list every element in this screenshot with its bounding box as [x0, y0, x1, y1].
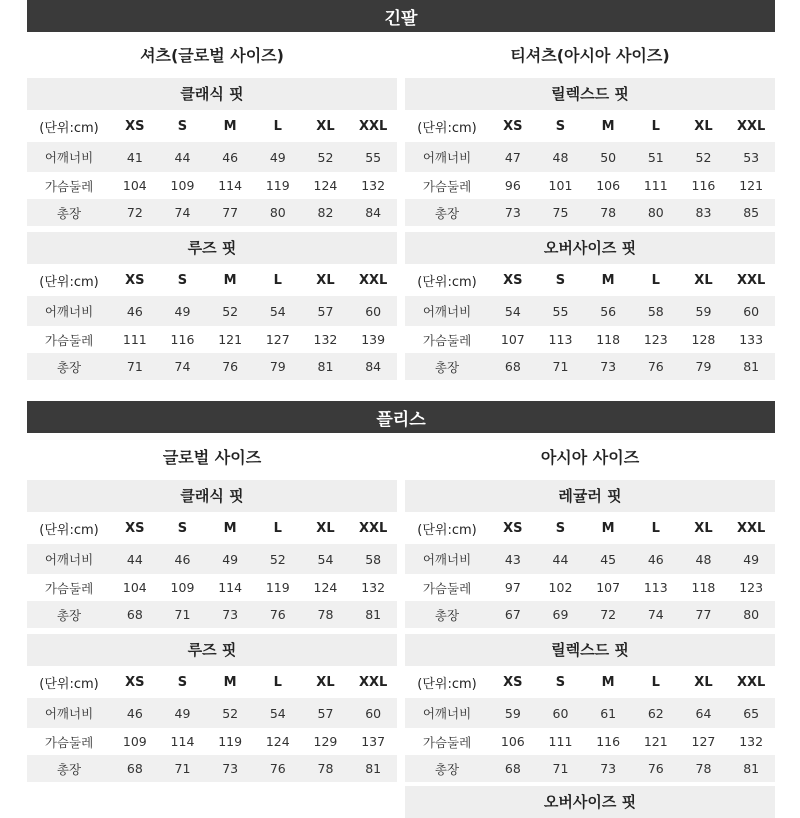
measurement-label: 총장	[27, 353, 111, 380]
measurement-label: 총장	[405, 755, 489, 782]
measurement-value: 46	[111, 296, 159, 326]
size-table	[405, 666, 775, 782]
size-header: L	[651, 674, 660, 690]
fit-title: 클래식 핏	[27, 480, 397, 512]
header-row	[27, 110, 397, 142]
measurement-value: 79	[254, 353, 302, 380]
table-row	[27, 698, 397, 728]
size-header: XS	[503, 520, 523, 536]
table-row	[405, 199, 775, 226]
measurement-value: 52	[302, 142, 350, 172]
measurement-value: 57	[302, 698, 350, 728]
measurement-value: 45	[584, 544, 632, 574]
measurement-value: 132	[349, 574, 397, 601]
measurement-value: 71	[537, 353, 585, 380]
table-row	[405, 172, 775, 199]
size-header: M	[601, 674, 615, 690]
measurement-value: 52	[680, 142, 728, 172]
table-row	[27, 755, 397, 782]
size-table	[27, 666, 397, 782]
measurement-value: 64	[680, 698, 728, 728]
fit-title-partial: 오버사이즈 핏	[405, 786, 775, 818]
size-header: S	[555, 272, 566, 288]
table-row	[27, 353, 397, 380]
measurement-value: 60	[727, 296, 775, 326]
size-header: L	[651, 118, 660, 134]
header-row	[27, 264, 397, 296]
measurement-label: 가슴둘레	[27, 574, 111, 601]
unit-label: (단위:cm)	[39, 676, 99, 692]
size-table	[27, 264, 397, 380]
measurement-value: 116	[680, 172, 728, 199]
measurement-value: 58	[632, 296, 680, 326]
measurement-value: 78	[302, 601, 350, 628]
table-row	[27, 601, 397, 628]
size-header: L	[273, 674, 282, 690]
table-row	[405, 601, 775, 628]
measurement-value: 44	[111, 544, 159, 574]
measurement-value: 77	[206, 199, 254, 226]
measurement-value: 46	[111, 698, 159, 728]
size-header: M	[601, 118, 615, 134]
measurement-value: 101	[537, 172, 585, 199]
measurement-value: 54	[254, 698, 302, 728]
fit-title: 루즈 핏	[27, 232, 397, 264]
column-title-shirts-global: 셔츠(글로벌 사이즈)	[140, 46, 284, 65]
measurement-value: 77	[680, 601, 728, 628]
measurement-value: 132	[349, 172, 397, 199]
size-header: S	[177, 674, 188, 690]
measurement-value: 73	[206, 755, 254, 782]
size-header: L	[273, 118, 282, 134]
measurement-value: 55	[349, 142, 397, 172]
measurement-label: 어깨너비	[27, 544, 111, 574]
measurement-value: 124	[302, 574, 350, 601]
measurement-label: 가슴둘레	[405, 172, 489, 199]
measurement-label: 총장	[405, 353, 489, 380]
size-table	[27, 110, 397, 226]
size-header: XXL	[736, 674, 766, 690]
size-header: L	[651, 272, 660, 288]
measurement-value: 49	[159, 296, 207, 326]
measurement-value: 109	[111, 728, 159, 755]
measurement-value: 76	[254, 601, 302, 628]
size-header: M	[601, 272, 615, 288]
table-row	[27, 199, 397, 226]
measurement-value: 119	[254, 574, 302, 601]
measurement-value: 124	[302, 172, 350, 199]
table-row	[27, 326, 397, 353]
measurement-value: 96	[489, 172, 537, 199]
measurement-value: 54	[302, 544, 350, 574]
measurement-label: 가슴둘레	[405, 728, 489, 755]
measurement-value: 49	[254, 142, 302, 172]
measurement-value: 109	[159, 172, 207, 199]
measurement-value: 114	[206, 172, 254, 199]
measurement-value: 85	[727, 199, 775, 226]
measurement-value: 65	[727, 698, 775, 728]
measurement-label: 가슴둘레	[27, 172, 111, 199]
measurement-value: 73	[584, 353, 632, 380]
measurement-value: 111	[537, 728, 585, 755]
measurement-value: 73	[584, 755, 632, 782]
measurement-value: 78	[584, 199, 632, 226]
size-header: XXL	[358, 272, 388, 288]
measurement-label: 총장	[27, 199, 111, 226]
measurement-value: 49	[159, 698, 207, 728]
measurement-value: 78	[680, 755, 728, 782]
size-table-block	[27, 480, 397, 628]
measurement-value: 116	[584, 728, 632, 755]
measurement-value: 121	[632, 728, 680, 755]
measurement-value: 67	[489, 601, 537, 628]
column-title-asia-size: 아시아 사이즈	[540, 448, 640, 467]
section-title: 플리스	[376, 409, 426, 430]
measurement-value: 69	[537, 601, 585, 628]
size-header: M	[223, 272, 237, 288]
measurement-value: 46	[632, 544, 680, 574]
size-header: XL	[316, 520, 335, 536]
table-row	[27, 728, 397, 755]
section-bar-fleece	[27, 401, 775, 433]
measurement-value: 49	[727, 544, 775, 574]
measurement-value: 57	[302, 296, 350, 326]
measurement-value: 75	[537, 199, 585, 226]
measurement-value: 48	[537, 142, 585, 172]
measurement-label: 총장	[27, 601, 111, 628]
measurement-value: 68	[489, 353, 537, 380]
header-row	[405, 666, 775, 698]
measurement-label: 가슴둘레	[405, 574, 489, 601]
measurement-value: 74	[159, 199, 207, 226]
measurement-value: 44	[159, 142, 207, 172]
measurement-value: 52	[206, 698, 254, 728]
measurement-value: 51	[632, 142, 680, 172]
measurement-label: 총장	[405, 199, 489, 226]
measurement-value: 76	[632, 353, 680, 380]
fit-title: 클래식 핏	[27, 78, 397, 110]
size-header: XXL	[736, 520, 766, 536]
measurement-value: 60	[537, 698, 585, 728]
size-header: XL	[694, 272, 713, 288]
measurement-label: 어깨너비	[405, 698, 489, 728]
measurement-value: 71	[159, 601, 207, 628]
measurement-value: 123	[727, 574, 775, 601]
size-table-block	[405, 232, 775, 380]
unit-label: (단위:cm)	[417, 120, 477, 136]
measurement-value: 60	[349, 296, 397, 326]
table-row	[405, 353, 775, 380]
size-header: S	[177, 118, 188, 134]
measurement-value: 74	[632, 601, 680, 628]
measurement-value: 118	[584, 326, 632, 353]
measurement-value: 81	[349, 755, 397, 782]
measurement-value: 81	[302, 353, 350, 380]
measurement-value: 55	[537, 296, 585, 326]
size-table	[405, 110, 775, 226]
column-title-global-size: 글로벌 사이즈	[162, 448, 262, 467]
measurement-value: 54	[489, 296, 537, 326]
size-header: XS	[125, 272, 145, 288]
measurement-value: 123	[632, 326, 680, 353]
measurement-value: 47	[489, 142, 537, 172]
size-table-block	[27, 232, 397, 380]
size-header: XL	[694, 674, 713, 690]
header-row	[27, 666, 397, 698]
measurement-value: 48	[680, 544, 728, 574]
measurement-value: 119	[254, 172, 302, 199]
fit-title: 오버사이즈 핏	[405, 232, 775, 264]
measurement-value: 82	[302, 199, 350, 226]
table-row	[405, 755, 775, 782]
size-table-block	[405, 78, 775, 226]
measurement-value: 72	[584, 601, 632, 628]
measurement-value: 50	[584, 142, 632, 172]
size-header: XS	[503, 118, 523, 134]
measurement-value: 72	[111, 199, 159, 226]
measurement-value: 129	[302, 728, 350, 755]
measurement-value: 118	[680, 574, 728, 601]
measurement-value: 106	[489, 728, 537, 755]
measurement-value: 81	[727, 353, 775, 380]
measurement-value: 52	[254, 544, 302, 574]
measurement-value: 84	[349, 199, 397, 226]
measurement-value: 52	[206, 296, 254, 326]
measurement-label: 가슴둘레	[27, 326, 111, 353]
size-table-block	[27, 634, 397, 782]
measurement-value: 71	[111, 353, 159, 380]
measurement-value: 121	[727, 172, 775, 199]
measurement-value: 71	[159, 755, 207, 782]
measurement-label: 총장	[405, 601, 489, 628]
measurement-value: 111	[111, 326, 159, 353]
table-row	[27, 142, 397, 172]
size-header: XXL	[736, 118, 766, 134]
size-header: XS	[125, 118, 145, 134]
measurement-value: 76	[632, 755, 680, 782]
measurement-value: 58	[349, 544, 397, 574]
measurement-value: 132	[727, 728, 775, 755]
measurement-value: 46	[159, 544, 207, 574]
measurement-value: 76	[206, 353, 254, 380]
table-row	[405, 574, 775, 601]
measurement-value: 46	[206, 142, 254, 172]
measurement-value: 59	[489, 698, 537, 728]
measurement-value: 54	[254, 296, 302, 326]
measurement-value: 44	[537, 544, 585, 574]
section-bar-long-sleeve	[27, 0, 775, 32]
size-header: XXL	[358, 118, 388, 134]
size-table-block	[405, 480, 775, 628]
measurement-label: 어깨너비	[405, 544, 489, 574]
size-header: S	[177, 520, 188, 536]
size-header: L	[273, 272, 282, 288]
fit-title: 릴렉스드 핏	[405, 78, 775, 110]
measurement-value: 84	[349, 353, 397, 380]
measurement-value: 113	[537, 326, 585, 353]
unit-label: (단위:cm)	[417, 274, 477, 290]
size-header: XS	[125, 520, 145, 536]
measurement-value: 81	[349, 601, 397, 628]
measurement-value: 104	[111, 574, 159, 601]
column-title-tshirts-asia: 티셔츠(아시아 사이즈)	[510, 46, 670, 65]
table-row	[27, 172, 397, 199]
measurement-value: 53	[727, 142, 775, 172]
measurement-value: 127	[254, 326, 302, 353]
unit-label: (단위:cm)	[39, 120, 99, 136]
measurement-value: 107	[489, 326, 537, 353]
unit-label: (단위:cm)	[39, 522, 99, 538]
size-header: XXL	[358, 674, 388, 690]
measurement-value: 109	[159, 574, 207, 601]
fit-title: 루즈 핏	[27, 634, 397, 666]
table-row	[405, 142, 775, 172]
measurement-value: 80	[727, 601, 775, 628]
size-header: L	[651, 520, 660, 536]
header-row	[405, 110, 775, 142]
measurement-label: 어깨너비	[27, 142, 111, 172]
measurement-value: 111	[632, 172, 680, 199]
measurement-label: 어깨너비	[27, 296, 111, 326]
measurement-value: 74	[159, 353, 207, 380]
measurement-value: 132	[302, 326, 350, 353]
table-row	[405, 296, 775, 326]
header-row	[405, 264, 775, 296]
size-header: M	[223, 674, 237, 690]
header-row	[405, 512, 775, 544]
measurement-value: 49	[206, 544, 254, 574]
measurement-value: 107	[584, 574, 632, 601]
size-table-block	[405, 634, 775, 782]
measurement-value: 60	[349, 698, 397, 728]
measurement-value: 78	[302, 755, 350, 782]
size-header: XL	[316, 118, 335, 134]
size-header: S	[555, 118, 566, 134]
measurement-value: 116	[159, 326, 207, 353]
size-header: XXL	[358, 520, 388, 536]
unit-label: (단위:cm)	[417, 676, 477, 692]
measurement-value: 79	[680, 353, 728, 380]
table-row	[405, 544, 775, 574]
measurement-value: 68	[111, 601, 159, 628]
measurement-value: 119	[206, 728, 254, 755]
header-row	[27, 512, 397, 544]
measurement-value: 73	[489, 199, 537, 226]
measurement-value: 114	[159, 728, 207, 755]
measurement-label: 가슴둘레	[27, 728, 111, 755]
measurement-value: 81	[727, 755, 775, 782]
measurement-value: 127	[680, 728, 728, 755]
size-header: XS	[503, 272, 523, 288]
measurement-value: 68	[111, 755, 159, 782]
unit-label: (단위:cm)	[39, 274, 99, 290]
size-header: XS	[125, 674, 145, 690]
size-header: S	[177, 272, 188, 288]
measurement-value: 137	[349, 728, 397, 755]
measurement-label: 어깨너비	[27, 698, 111, 728]
size-header: XXL	[736, 272, 766, 288]
measurement-value: 124	[254, 728, 302, 755]
size-header: M	[223, 520, 237, 536]
size-header: S	[555, 674, 566, 690]
measurement-value: 80	[632, 199, 680, 226]
measurement-value: 41	[111, 142, 159, 172]
measurement-value: 61	[584, 698, 632, 728]
size-header: XL	[316, 674, 335, 690]
measurement-value: 73	[206, 601, 254, 628]
measurement-value: 71	[537, 755, 585, 782]
measurement-value: 139	[349, 326, 397, 353]
measurement-value: 68	[489, 755, 537, 782]
measurement-label: 어깨너비	[405, 142, 489, 172]
measurement-value: 43	[489, 544, 537, 574]
size-header: S	[555, 520, 566, 536]
measurement-value: 76	[254, 755, 302, 782]
size-header: M	[223, 118, 237, 134]
measurement-value: 62	[632, 698, 680, 728]
measurement-value: 114	[206, 574, 254, 601]
size-table-block	[27, 78, 397, 226]
table-row	[405, 728, 775, 755]
size-header: M	[601, 520, 615, 536]
size-header: XL	[316, 272, 335, 288]
measurement-label: 어깨너비	[405, 296, 489, 326]
size-table	[27, 512, 397, 628]
measurement-value: 56	[584, 296, 632, 326]
size-header: XL	[694, 118, 713, 134]
fit-title: 레귤러 핏	[405, 480, 775, 512]
measurement-value: 104	[111, 172, 159, 199]
measurement-value: 97	[489, 574, 537, 601]
measurement-value: 133	[727, 326, 775, 353]
table-row	[27, 544, 397, 574]
table-row	[27, 574, 397, 601]
size-table	[405, 512, 775, 628]
size-header: L	[273, 520, 282, 536]
size-header: XL	[694, 520, 713, 536]
measurement-label: 총장	[27, 755, 111, 782]
table-row	[405, 326, 775, 353]
measurement-value: 121	[206, 326, 254, 353]
fit-title: 릴렉스드 핏	[405, 634, 775, 666]
measurement-value: 106	[584, 172, 632, 199]
table-row	[27, 296, 397, 326]
unit-label: (단위:cm)	[417, 522, 477, 538]
measurement-label: 가슴둘레	[405, 326, 489, 353]
size-table	[405, 264, 775, 380]
measurement-value: 80	[254, 199, 302, 226]
measurement-value: 113	[632, 574, 680, 601]
measurement-value: 128	[680, 326, 728, 353]
measurement-value: 59	[680, 296, 728, 326]
section-title: 긴팔	[384, 8, 418, 29]
size-header: XS	[503, 674, 523, 690]
table-row	[405, 698, 775, 728]
measurement-value: 83	[680, 199, 728, 226]
measurement-value: 102	[537, 574, 585, 601]
